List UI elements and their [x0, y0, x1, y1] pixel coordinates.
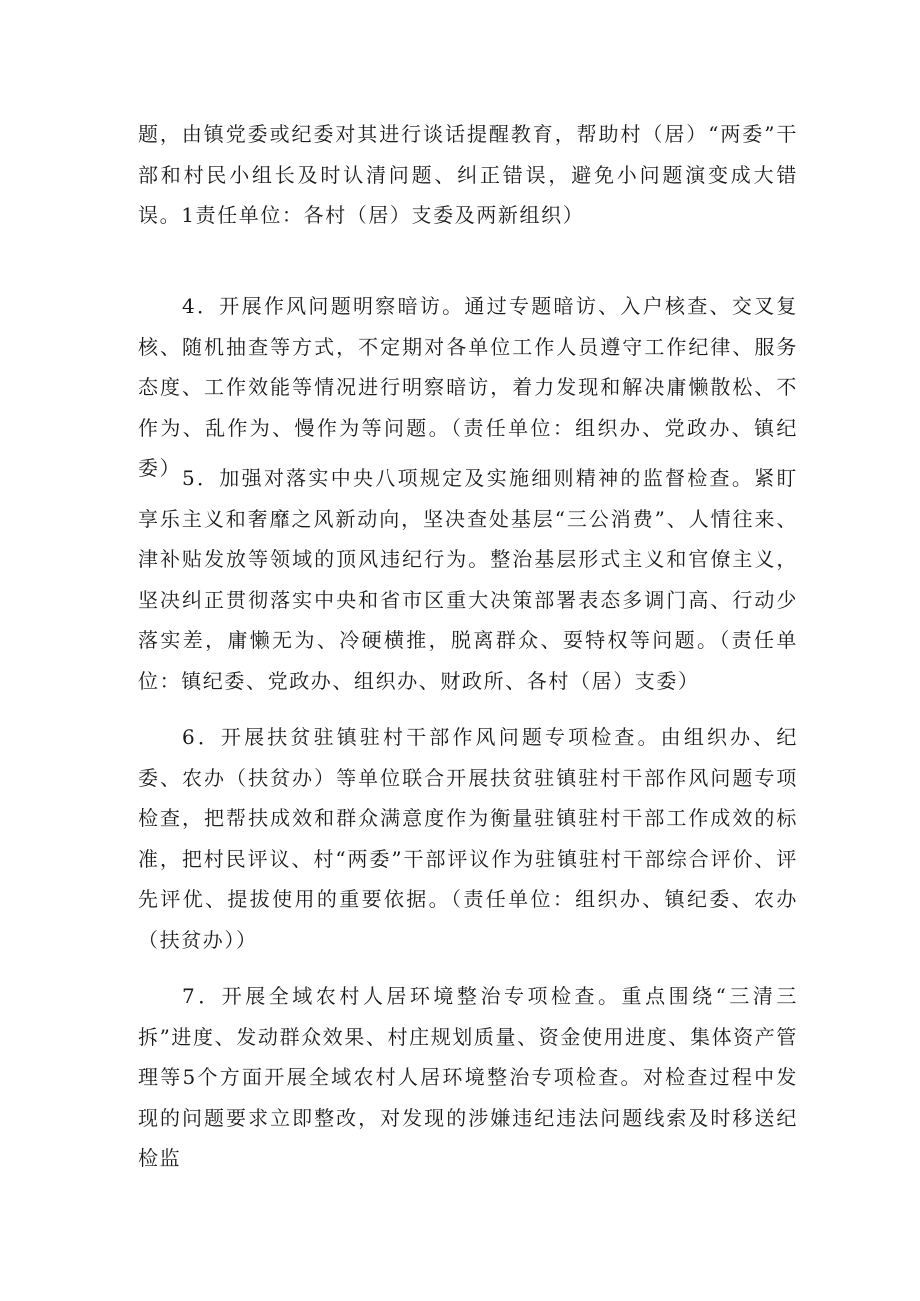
- paragraph-text: 5．加强对落实中央八项规定及实施细则精神的监督检查。紧盯享乐主义和奢靡之风新动向，坚决查处基层“三公消费”、人情往来、津补贴发放等领域的顶风违纪行为。整治基层形式主义和官僚主义，坚决纠正贯彻落实中央和省市区重大决策部署表态多调门高、行动少落实差，庸懒无为、冷硬横推，脱离群众、耍特权等问题。（责任单位：镇纪委、党政办、组织办、财政所、各村（居）支委）: [138, 466, 798, 693]
- paragraph-text: 题，由镇党委或纪委对其进行谈话提醒教育，帮助村（居）“两委”干部和村民小组长及时认清问题、纠正错误，避免小问题演变成大错误。1责任单位：各村（居）支委及两新组织）: [138, 122, 798, 227]
- paragraph-text: 4．开展作风问题明察暗访。通过专题暗访、入户核查、交叉复核、随机抽查等方式，不定期对各单位工作人员遵守工作纪律、服务态度、工作效能等情况进行明察暗访，着力发现和解决庸懒散松、不作为、乱作为、慢作为等问题。（责任单位：组织办、党政办、镇纪委）: [138, 294, 798, 480]
- paragraph-item-6: [138, 717, 798, 960]
- paragraph-text: 6．开展扶贫驻镇驻村干部作风问题专项检查。由组织办、纪委、农办（扶贫办）等单位联合开展扶贫驻镇驻村干部作风问题专项检查，把帮扶成效和群众满意度作为衡量驻镇驻村干部工作成效的标准，把村民评议、村“两委”干部评议作为驻镇驻村干部综合评价、评先评优、提拔使用的重要依据。（责任单位：组织办、镇纪委、农办（扶贫办））: [138, 725, 798, 952]
- paragraph-continued: [138, 114, 798, 236]
- paragraph-item-5: [138, 458, 798, 701]
- paragraph-text: 7．开展全域农村人居环境整治专项检查。重点围绕“三清三拆”进度、发动群众效果、村庄规划质量、资金使用进度、集体资产管理等5个方面开展全域农村人居环境整治专项检查。对检查过程中发现的问题要求立即整改，对发现的涉嫌违纪违法问题线索及时移送纪检监: [138, 984, 798, 1170]
- paragraph-item-7: [138, 976, 798, 1179]
